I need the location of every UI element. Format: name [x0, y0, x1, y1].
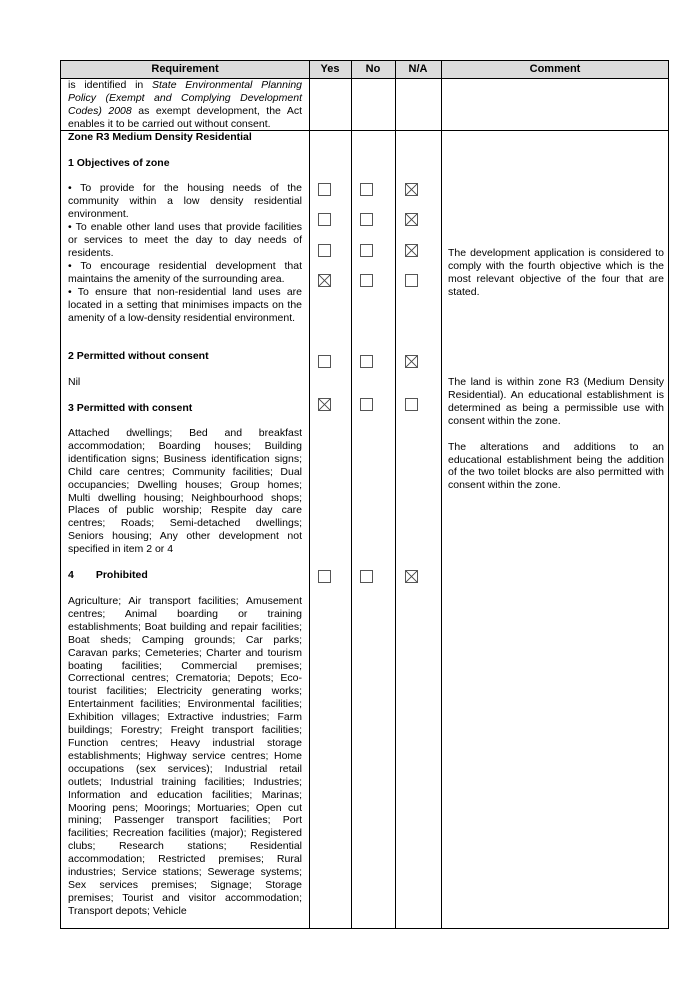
checkbox[interactable] — [405, 398, 418, 411]
checkbox[interactable] — [360, 355, 373, 368]
checked-checkbox[interactable] — [318, 274, 331, 287]
checkbox[interactable] — [318, 213, 331, 226]
checkbox[interactable] — [360, 213, 373, 226]
prohibited-body: Agriculture; Air transport facilities; Amusement centres; Animal boarding or training establishments; Boat building and repair facilities; Boat sheds; Camping grounds; Car parks; Caravan parks; Cemeteries; Charter and tourism boating facilities; Commercial premises; Correctional centres; Crematoria; Depots; Eco-tourist facilities; Electricity generating works; Entertainment facilities; Environmental facilities; Exhibition villages; Extractive industries; Farm buildings; Forestry; Freight transport facilities; Function centres; Heavy industrial storage establishments; Highway service centres; Home occupations (sex services); Industrial retail outlets; Industrial training facilities; Industries; Information and education facilities; Marinas; Mooring pens; Moorings; Mortuaries; Open cut mining; Passenger transport facilities; Port facilities; Recreation facilities (major); Registered clubs; Research stations; Residential accommodation; Restricted premises; Rural industries; Service stations; Sewerage systems; Sex services premises; Signage; Storage premises; Tourist and visitor accommodation; Transport depots; Vehicle — [68, 595, 302, 917]
header-na: N/A — [408, 63, 428, 75]
objective-2: • To enable other land uses that provide facilities or services to meet the day to day needs of residents. — [68, 221, 302, 259]
cross-mark-icon — [406, 184, 417, 195]
checkbox[interactable] — [360, 398, 373, 411]
prohibited-heading: 4 Prohibited — [68, 569, 148, 581]
checked-checkbox[interactable] — [405, 355, 418, 368]
cross-mark-icon — [406, 571, 417, 582]
checkbox[interactable] — [360, 274, 373, 287]
checkbox[interactable] — [405, 274, 418, 287]
checkbox[interactable] — [318, 244, 331, 257]
checkbox[interactable] — [318, 355, 331, 368]
column-divider — [351, 61, 352, 928]
checkbox[interactable] — [360, 244, 373, 257]
cross-mark-icon — [319, 399, 330, 410]
cross-mark-icon — [406, 214, 417, 225]
policy-name: State Environmental Planning Policy (Exempt and Complying Development Codes) 2008 — [68, 79, 302, 117]
checkbox[interactable] — [318, 570, 331, 583]
objectives-heading: 1 Objectives of zone — [68, 157, 170, 169]
objective-1: • To provide for the housing needs of the community within a low density residential environment. — [68, 182, 302, 220]
header-comment: Comment — [529, 63, 581, 75]
header-yes: Yes — [320, 63, 340, 75]
objective-4: • To ensure that non-residential land uses are located in a setting that minimises impacts on the amenity of a low-density residential environment. — [68, 286, 302, 324]
cross-mark-icon — [406, 356, 417, 367]
objectives-comment: The development application is considered to comply with the fourth objective which is the most relevant objective of the four that are stated. — [448, 247, 664, 298]
checked-checkbox[interactable] — [405, 570, 418, 583]
column-divider — [309, 61, 310, 928]
column-divider — [395, 61, 396, 928]
checked-checkbox[interactable] — [405, 244, 418, 257]
header-no: No — [365, 63, 381, 75]
column-divider — [441, 61, 442, 928]
checked-checkbox[interactable] — [405, 213, 418, 226]
objective-3: • To encourage residential development that maintains the amenity of the surrounding area. — [68, 260, 302, 285]
checkbox[interactable] — [318, 183, 331, 196]
zone-title: Zone R3 Medium Density Residential — [68, 131, 252, 143]
requirements-table — [60, 60, 669, 929]
checkbox[interactable] — [360, 570, 373, 583]
header-requirement: Requirement — [151, 63, 219, 75]
checked-checkbox[interactable] — [405, 183, 418, 196]
permitted-without-consent-body: Nil — [68, 376, 81, 388]
zoning-comment: The land is within zone R3 (Medium Density Residential). An educational establishment is determined as being a permissible use with consent within the zone. The alterations and additions to an educational establishment being the addition of the two toilet blocks are also permitted with consent within the zone. — [448, 376, 664, 492]
permitted-with-consent-body: Attached dwellings; Bed and breakfast accommodation; Boarding houses; Building identification signs; Business identification signs; Child care centres; Community facilities; Dual occupancies; Dwelling houses; Group homes; Multi dwelling housing; Neighbourhood shops; Places of public worship; Respite day care centres; Roads; Semi-detached dwellings; Seniors housing; Any other development not specified in item 2 or 4 — [68, 427, 302, 556]
checkbox[interactable] — [360, 183, 373, 196]
cross-mark-icon — [406, 245, 417, 256]
permitted-with-consent-heading: 3 Permitted with consent — [68, 402, 193, 414]
checked-checkbox[interactable] — [318, 398, 331, 411]
continuation-text: is identified in State Environmental Planning Policy (Exempt and Complying Development Codes) 2008 as exempt development, the Act enables it to be carried out without consent. — [68, 79, 302, 130]
cross-mark-icon — [319, 275, 330, 286]
permitted-without-consent-heading: 2 Permitted without consent — [68, 350, 209, 362]
